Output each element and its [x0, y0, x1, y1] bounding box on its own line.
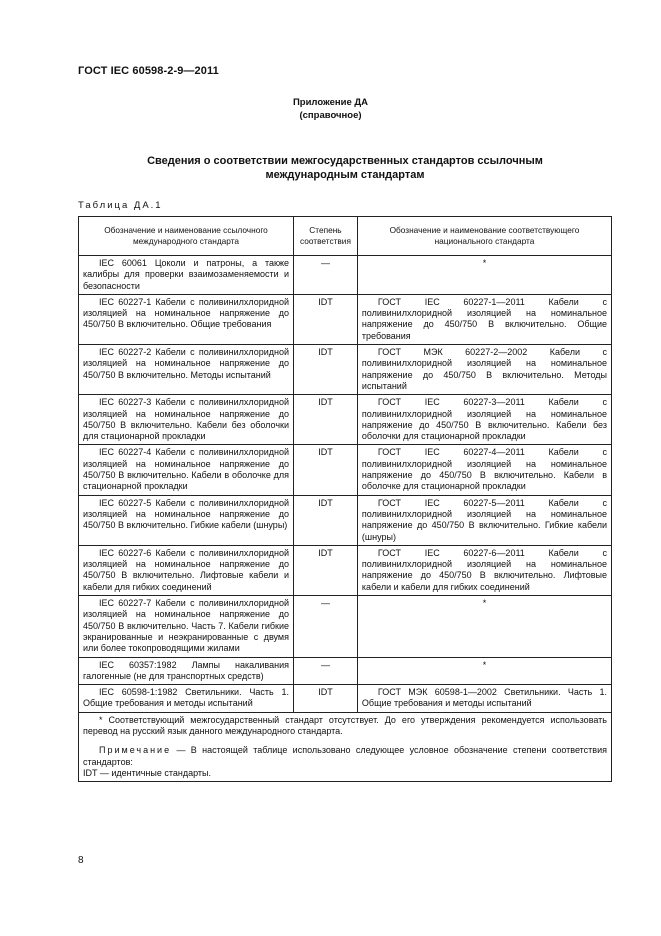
- intl-standard-cell: IEC 60061 Цоколи и патроны, а также калибры для проверки взаимозаменяемости и безопасности: [79, 256, 294, 295]
- degree-cell: IDT: [294, 445, 358, 495]
- table-caption-prefix: Таблица: [78, 200, 130, 211]
- note-item: IDT — идентичные стандарты.: [83, 767, 212, 778]
- intl-standard-cell: IEC 60598-1:1982 Светильники. Часть 1. Общие требования и методы испытаний: [79, 685, 294, 713]
- national-standard-cell: ГОСТ МЭК 60227-2—2002 Кабели с поливинилхлоридной изоляцией на номинальное напряжение до 450/750 В включительно. Методы испытаний: [357, 345, 611, 395]
- header-national-standard: Обозначение и наименование соответствующего национального стандарта: [357, 217, 611, 256]
- national-standard-cell: ГОСТ МЭК 60598-1—2002 Светильники. Часть 1. Общие требования и методы испытаний: [357, 685, 611, 713]
- table-row: [79, 256, 612, 295]
- national-standard-cell: ГОСТ IEC 60227-1—2011 Кабели с поливинилхлоридной изоляцией на номинальное напряжение до 450/750 В включительно. Общие требования: [357, 294, 611, 344]
- annex-subtitle: (справочное): [299, 110, 362, 121]
- note: [83, 745, 607, 768]
- degree-cell: —: [294, 657, 358, 685]
- annex-title: Приложение ДА: [292, 97, 369, 108]
- national-standard-cell: ГОСТ IEC 60227-4—2011 Кабели с поливинилхлоридной изоляцией на номинальное напряжение до 450/750 В включительно. Кабели в оболочке для стационарной прокладки: [357, 445, 611, 495]
- note-text: — В настоящей таблице использовано следующее условное обозначение степени соответствия стандартов:: [83, 745, 607, 767]
- intl-standard-cell: IEC 60227-4 Кабели с поливинилхлоридной изоляцией на номинальное напряжение до 450/750 В включительно. Кабели в оболочке для стационарной прокладки: [79, 445, 294, 495]
- header-degree: Степень соответствия: [294, 217, 358, 256]
- national-standard-cell: *: [357, 596, 611, 657]
- table-header-row: [79, 217, 612, 256]
- degree-cell: —: [294, 256, 358, 295]
- intl-standard-cell: IEC 60227-5 Кабели с поливинилхлоридной изоляцией на номинальное напряжение до 450/750 В включительно. Гибкие кабели (шнуры): [79, 495, 294, 545]
- intl-standard-cell: IEC 60227-7 Кабели с поливинилхлоридной изоляцией на номинальное напряжение до 450/750 В включительно. Часть 7. Кабели гибкие экранированные и неэкранированные с двумя или более токопроводящими жилами: [79, 596, 294, 657]
- table-row: [79, 685, 612, 713]
- section-title: Сведения о соответствии межгосударственных стандартов ссылочным международным стандартам: [147, 155, 543, 181]
- intl-standard-cell: IEC 60357:1982 Лампы накаливания галогенные (не для транспортных средств): [79, 657, 294, 685]
- table-row: [79, 445, 612, 495]
- table-row: [79, 294, 612, 344]
- correspondence-table: [78, 216, 612, 782]
- national-standard-cell: ГОСТ IEC 60227-3—2011 Кабели с поливинилхлоридной изоляцией на номинальное напряжение до 450/750 В включительно. Кабели без оболочки для стационарной прокладки: [357, 395, 611, 445]
- table-row: [79, 345, 612, 395]
- national-standard-cell: ГОСТ IEC 60227-6—2011 Кабели с поливинилхлоридной изоляцией на номинальное напряжение до 450/750 В включительно. Лифтовые кабели и кабели для гибких соединений: [357, 545, 611, 595]
- table-row: [79, 545, 612, 595]
- table-row: [79, 395, 612, 445]
- intl-standard-cell: IEC 60227-3 Кабели с поливинилхлоридной изоляцией на номинальное напряжение до 450/750 В включительно. Кабели без оболочки для стационарной прокладки: [79, 395, 294, 445]
- degree-cell: IDT: [294, 495, 358, 545]
- intl-standard-cell: IEC 60227-6 Кабели с поливинилхлоридной изоляцией на номинальное напряжение до 450/750 В включительно. Лифтовые кабели и кабели для гибких соединений: [79, 545, 294, 595]
- degree-cell: —: [294, 596, 358, 657]
- degree-cell: IDT: [294, 294, 358, 344]
- national-standard-cell: *: [357, 256, 611, 295]
- national-standard-cell: ГОСТ IEC 60227-5—2011 Кабели с поливинилхлоридной изоляцией на номинальное напряжение до 450/750 В включительно. Гибкие кабели (шнуры): [357, 495, 611, 545]
- table-row: [79, 495, 612, 545]
- degree-cell: IDT: [294, 395, 358, 445]
- intl-standard-cell: IEC 60227-2 Кабели с поливинилхлоридной изоляцией на номинальное напряжение до 450/750 В включительно. Методы испытаний: [79, 345, 294, 395]
- document-code: ГОСТ IEC 60598-2-9—2011: [78, 65, 219, 77]
- degree-cell: IDT: [294, 545, 358, 595]
- page-number: 8: [78, 855, 84, 866]
- degree-cell: IDT: [294, 685, 358, 713]
- note-label: Примечание: [99, 745, 172, 756]
- table-row: [79, 596, 612, 657]
- header-international-standard: Обозначение и наименование ссылочного международного стандарта: [79, 217, 294, 256]
- intl-standard-cell: IEC 60227-1 Кабели с поливинилхлоридной изоляцией на номинальное напряжение до 450/750 В включительно. Общие требования: [79, 294, 294, 344]
- footnote: * Соответствующий межгосударственный стандарт отсутствует. До его утверждения рекомендуется использовать перевод на русский язык данного международного стандарта.: [83, 714, 607, 736]
- degree-cell: IDT: [294, 345, 358, 395]
- table-caption-id: ДА.1: [133, 200, 163, 211]
- table-row: [79, 657, 612, 685]
- table-footer-row: [79, 712, 612, 781]
- national-standard-cell: *: [357, 657, 611, 685]
- table-caption: [78, 200, 163, 211]
- table-footer: [79, 712, 612, 781]
